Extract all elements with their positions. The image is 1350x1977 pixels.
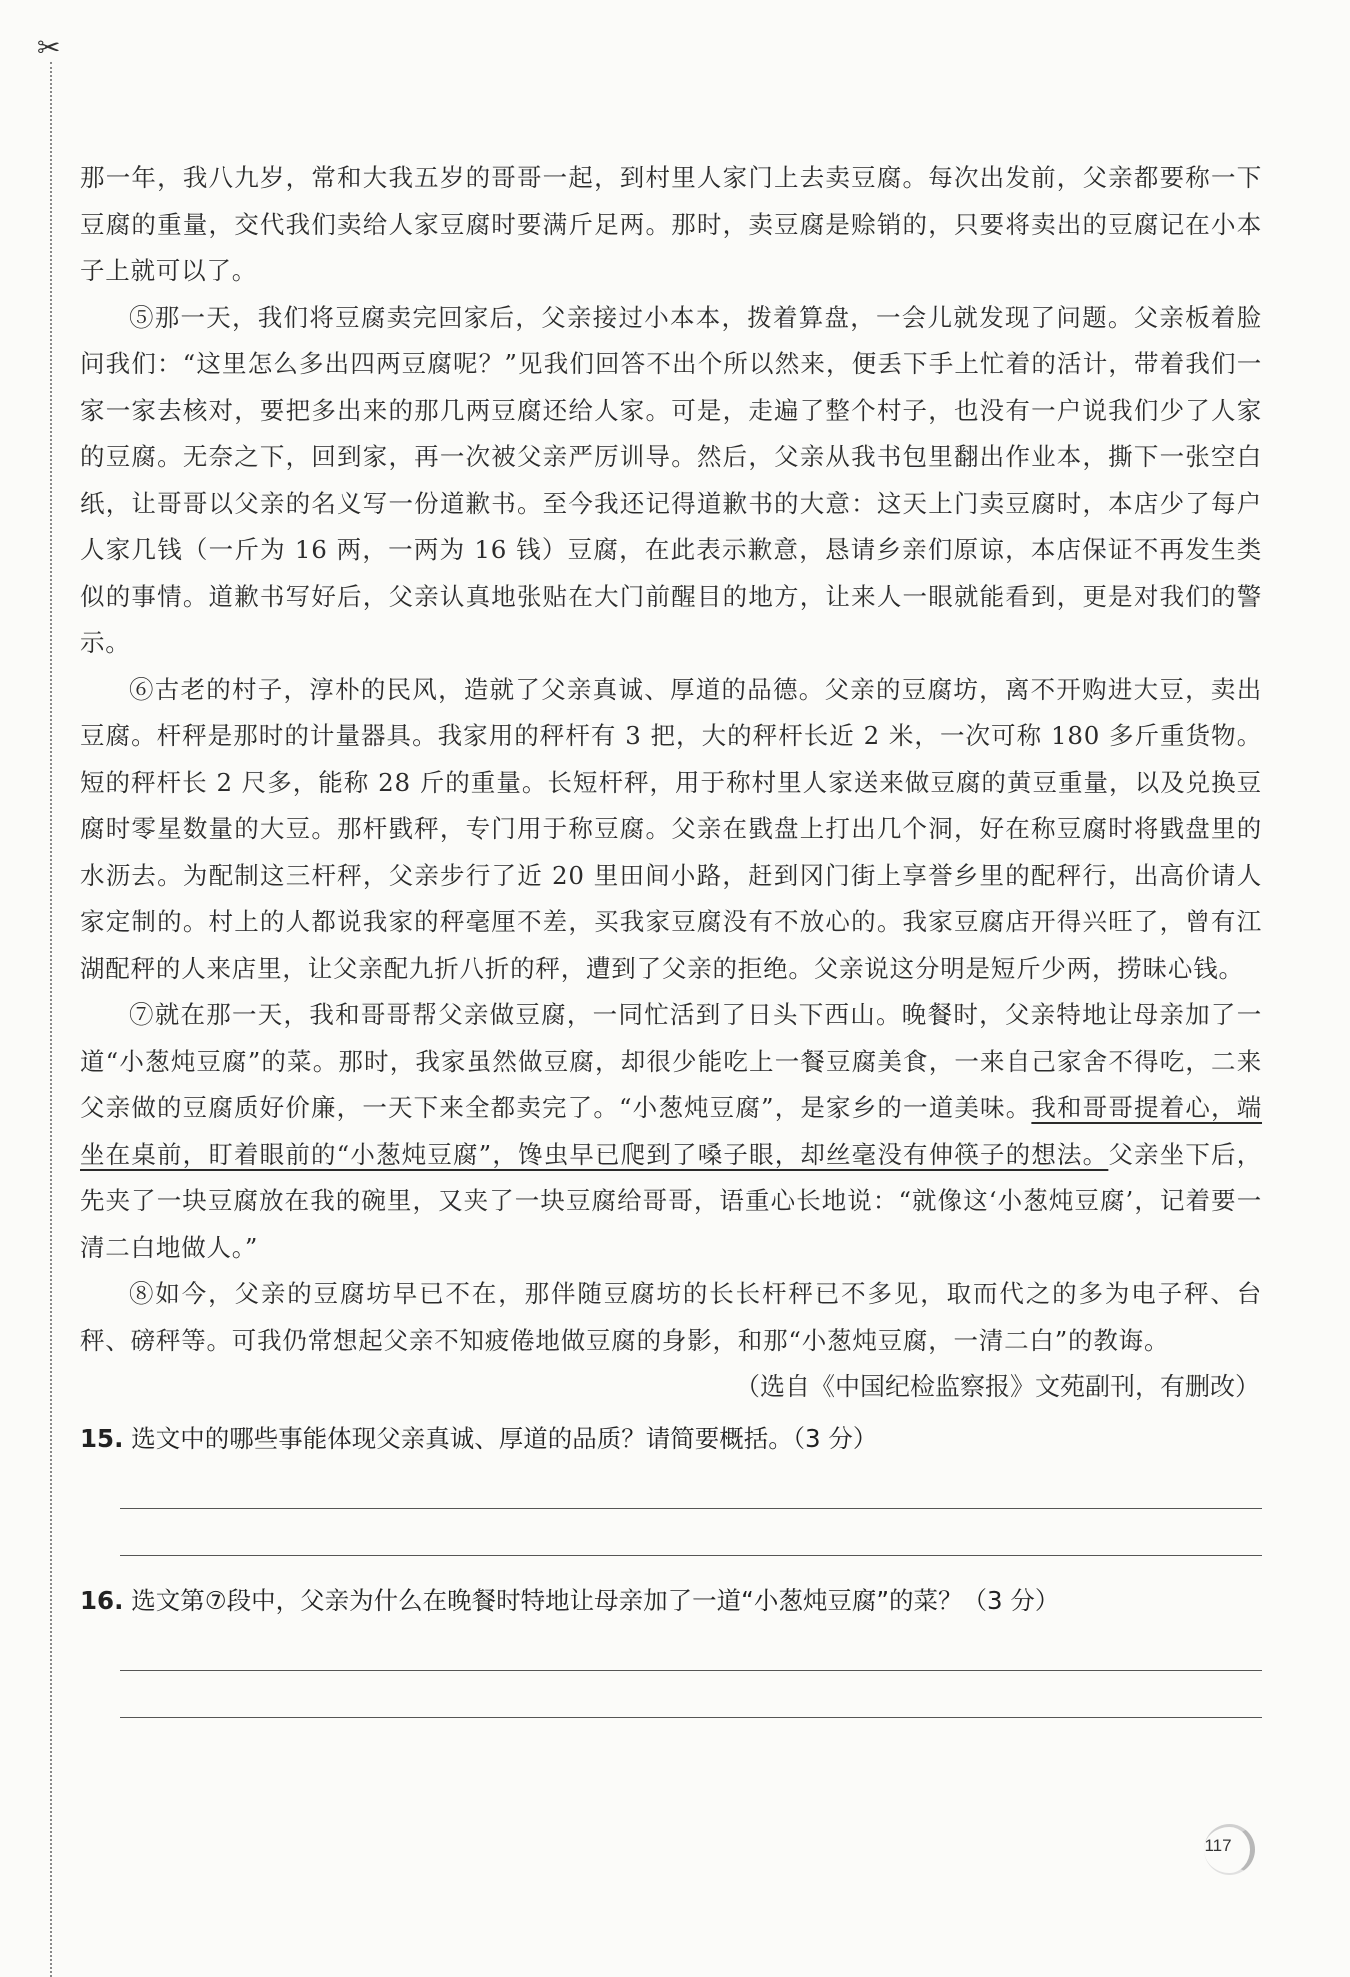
paragraph-8: ⑧如今，父亲的豆腐坊早已不在，那伴随豆腐坊的长长杆秤已不多见，取而代之的多为电子秤、台秤、磅秤等。可我仍常想起父亲不知疲倦地做豆腐的身影，和那“小葱炖豆腐，一清二白”的教诲。 (80, 1279, 1262, 1355)
paragraph-7-intro: ⑦就在那一天，我和哥哥帮父亲做豆腐，一同忙活到了日头下西山。晚餐时，父亲特地让母亲加了一道“小葱炖豆腐”的菜。那时，我家虽然做豆腐，却很少能吃上一餐豆腐美食，一来自己家舍不得吃，二来父亲做的豆腐质好价廉，一天下来全都卖完了。“小葱炖豆腐”，是家乡的一道美味。 (80, 1000, 1262, 1122)
paragraph-5: ⑤那一天，我们将豆腐卖完回家后，父亲接过小本本，拨着算盘，一会儿就发现了问题。父亲板着脸问我们：“这里怎么多出四两豆腐呢？”见我们回答不出个所以然来，便丢下手上忙着的活计，带着我们一家一家去核对，要把多出来的那几两豆腐还给人家。可是，走遍了整个村子，也没有一户说我们少了人家的豆腐。无奈之下，回到家，再一次被父亲严厉训导。然后，父亲从我书包里翻出作业本，撕下一张空白纸，让哥哥以父亲的名义写一份道歉书。至今我还记得道歉书的大意：这天上门卖豆腐时，本店少了每户人家几钱（一斤为 16 两，一两为 16 钱）豆腐，在此表示歉意，恳请乡亲们原谅，本店保证不再发生类似的事情。道歉书写好后，父亲认真地张贴在大门前醒目的地方，让来人一眼就能看到，更是对我们的警示。 (80, 302, 1262, 657)
cut-guide-dotted-line (50, 62, 52, 1977)
question-number: 15. (80, 1424, 124, 1453)
answer-line[interactable] (120, 1624, 1262, 1671)
source-citation: （选自《中国纪检监察报》文苑副刊，有删改） (734, 1372, 1260, 1401)
question-text: 选文第⑦段中，父亲为什么在晚餐时特地让母亲加了一道“小葱炖豆腐”的菜？（3 分） (131, 1586, 1060, 1615)
article-body (80, 155, 1262, 1718)
paragraph-7-ending: 父亲坐下后，先夹了一块豆腐放在我的碗里，又夹了一块豆腐给哥哥，语重心长地说：“就像这‘小葱炖豆腐’，记着要一清二白地做人。” (80, 1139, 1262, 1262)
question-text: 选文中的哪些事能体现父亲真诚、厚道的品质？请简要概括。（3 分） (131, 1424, 878, 1453)
scissors-icon: ✂ (37, 31, 61, 64)
paragraph-7 (80, 992, 1262, 1271)
paragraph-4: 那一年，我八九岁，常和大我五岁的哥哥一起，到村里人家门上去卖豆腐。每次出发前，父亲都要称一下豆腐的重量，交代我们卖给人家豆腐时要满斤足两。那时，卖豆腐是赊销的，只要将卖出的豆腐记在小本子上就可以了。 (80, 163, 1262, 285)
question-15 (80, 1416, 1262, 1462)
underlined-sentence: 我和哥哥提着心，端坐在桌前，盯着眼前的“小葱炖豆腐”，馋虫早已爬到了嗓子眼，却丝毫没有伸筷子的想法。 (80, 1093, 1263, 1169)
question-number: 16. (80, 1586, 124, 1615)
page-number: 117 (1204, 1836, 1232, 1855)
answer-line[interactable] (120, 1671, 1262, 1718)
paragraph-6: ⑥古老的村子，淳朴的民风，造就了父亲真诚、厚道的品德。父亲的豆腐坊，离不开购进大豆，卖出豆腐。杆秤是那时的计量器具。我家用的秤杆有 3 把，大的秤杆长近 2 米，一次可称 180 多斤重货物。短的秤杆长 2 尺多，能称 28 斤的重量。长短杆秤，用于称村里人家送来做豆腐的黄豆重量，以及兑换豆腐时零星数量的大豆。那杆戥秤，专门用于称豆腐。父亲在戥盘上打出几个洞，好在称豆腐时将戥盘里的水沥去。为配制这三杆秤，父亲步行了近 20 里田间小路，赶到冈门街上享誉乡里的配秤行，出高价请人家定制的。村上的人都说我家的秤毫厘不差，买我家豆腐没有不放心的。我家豆腐店开得兴旺了，曾有江湖配秤的人来店里，让父亲配九折八折的秤，遭到了父亲的拒绝。父亲说这分明是短斤少两，捞昧心钱。 (80, 674, 1262, 983)
answer-line[interactable] (120, 1509, 1262, 1556)
answer-line[interactable] (120, 1462, 1262, 1509)
page-number-badge (1188, 1820, 1258, 1880)
question-16 (80, 1578, 1262, 1624)
